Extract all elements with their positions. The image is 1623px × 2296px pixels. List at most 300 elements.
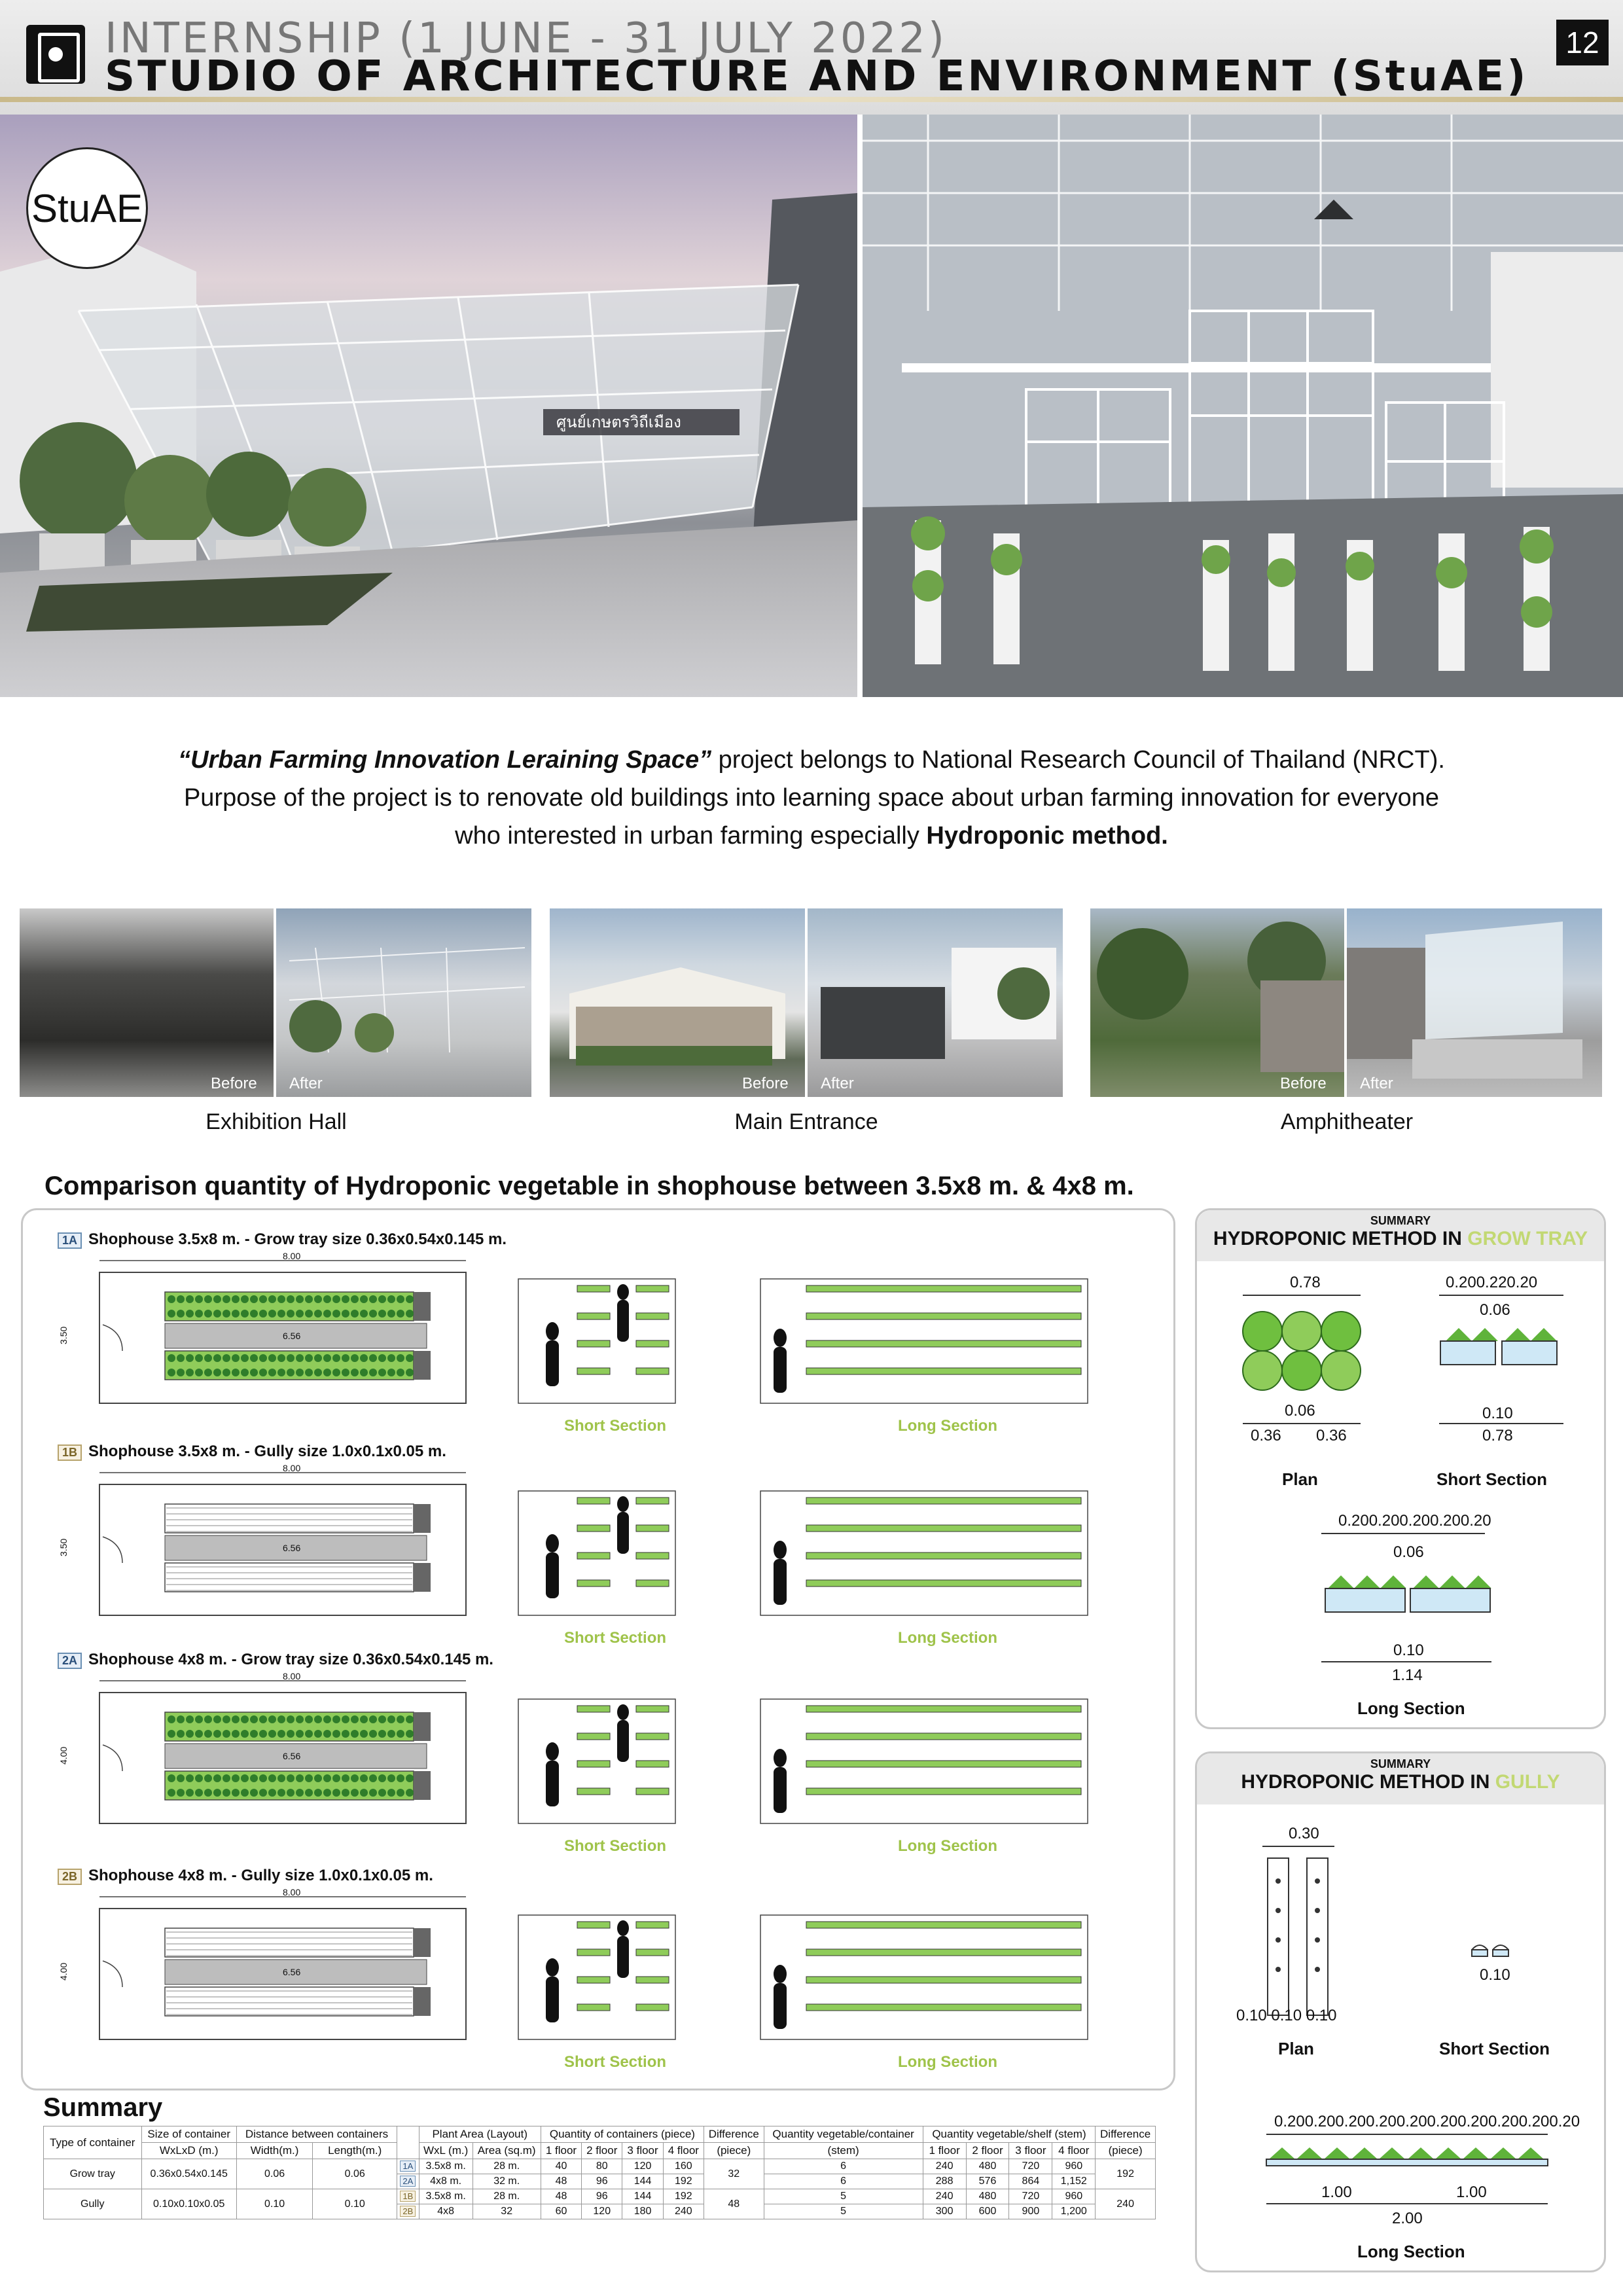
cell-code: [397, 2159, 419, 2174]
after-label: After: [1360, 1075, 1393, 1092]
plant-dot: [195, 1295, 203, 1303]
plant-dot: [268, 1774, 276, 1782]
short-shelf: [577, 1368, 610, 1374]
cell-size: 0.10x0.10x0.05: [141, 2189, 236, 2219]
cell-container-difference: 32: [704, 2159, 764, 2189]
plant-dot: [277, 1310, 285, 1318]
plant-dot: [195, 1310, 203, 1318]
plant-dot: [168, 1730, 175, 1738]
row-code-tag: 1A: [58, 1232, 82, 1249]
plant-dot: [277, 1295, 285, 1303]
plant-dot: [186, 1730, 194, 1738]
plant-dot: [397, 1354, 404, 1362]
plant-dot: [213, 1715, 221, 1723]
row-title-text: Shophouse 4x8 m. - Grow tray size 0.36x0.54x0.145 m.: [88, 1651, 493, 1668]
svg-text:Long Section: Long Section: [1357, 1698, 1465, 1718]
plant-dot: [232, 1730, 240, 1738]
plant-dot: [360, 1715, 368, 1723]
plant-dot: [378, 1730, 386, 1738]
long-section-caption: Long Section: [898, 1837, 997, 1855]
row-title: [58, 1867, 433, 1885]
person-head: [774, 1329, 787, 1347]
plant-dot: [305, 1789, 313, 1797]
short-shelf: [636, 1788, 669, 1795]
person-body: [774, 1767, 787, 1813]
plant-dot: [360, 1310, 368, 1318]
person-head: [617, 1704, 629, 1720]
studio-logo-icon: [26, 25, 85, 84]
svg-text:0.10 0.10 0.10: 0.10 0.10 0.10: [1236, 2007, 1337, 2024]
photo-entrance-after: [808, 908, 1063, 1097]
plant-dot: [369, 1295, 377, 1303]
svg-text:0.06: 0.06: [1285, 1402, 1315, 1420]
plant-dot: [168, 1354, 175, 1362]
person-body: [774, 1559, 787, 1605]
cell-code: [397, 2189, 419, 2204]
th-floor-2: 2 floor: [582, 2143, 622, 2159]
person-head: [617, 1496, 629, 1512]
grow-tray-diagram: [1197, 1210, 1604, 1727]
plant-dot: [177, 1774, 185, 1782]
plant-dot: [305, 1295, 313, 1303]
cell-containers-floor-2: 96: [582, 2189, 622, 2204]
short-section-caption: Short Section: [564, 1417, 667, 1435]
plant-dot: [351, 1789, 359, 1797]
plant-dot: [378, 1295, 386, 1303]
plant-dot: [323, 1354, 331, 1362]
short-shelf: [636, 1922, 669, 1928]
short-shelf: [636, 1285, 669, 1292]
plant-dot: [287, 1789, 294, 1797]
plant-dot: [223, 1310, 230, 1318]
short-shelf: [577, 1340, 610, 1347]
row-code-tag: 1B: [58, 1444, 82, 1461]
container-band: [165, 1987, 414, 2016]
greenhouse-sign: ศูนย์เกษตรวิถีเมือง: [556, 413, 681, 431]
plant-dot: [204, 1715, 212, 1723]
plant-dot: [204, 1369, 212, 1376]
plant-dot: [213, 1774, 221, 1782]
stuae-badge: StuAE: [26, 147, 148, 269]
svg-text:0.36: 0.36: [1316, 1427, 1347, 1444]
cell-veg-per-container: 5: [764, 2204, 923, 2219]
plant-dot: [406, 1354, 414, 1362]
plant-dot: [360, 1295, 368, 1303]
cell-shelf-floor-4: 960: [1052, 2189, 1096, 2204]
plant-dot: [305, 1310, 313, 1318]
plant-dot: [213, 1310, 221, 1318]
plant-dot: [223, 1730, 230, 1738]
cell-shelf-floor-1: 300: [923, 2204, 966, 2219]
summary-gully-panel: [1195, 1751, 1606, 2272]
plant-dot: [369, 1789, 377, 1797]
gully-diagram: [1197, 1753, 1604, 2270]
plant-dot: [305, 1369, 313, 1376]
th-width: Width(m.): [236, 2143, 312, 2159]
plant-dot: [259, 1369, 267, 1376]
table-row: [44, 2159, 1156, 2174]
th-difference-2: Difference: [1096, 2126, 1156, 2143]
plant-dot: [232, 1295, 240, 1303]
plant-dot: [342, 1730, 349, 1738]
svg-text:0.10: 0.10: [1482, 1405, 1513, 1422]
long-shelf: [806, 1498, 1081, 1504]
svg-text:Long Section: Long Section: [1357, 2242, 1465, 2261]
plant-dot: [296, 1715, 304, 1723]
plant-dot: [332, 1789, 340, 1797]
short-shelf: [577, 1706, 610, 1712]
th-difference-unit-2: (piece): [1096, 2143, 1156, 2159]
long-section-caption: Long Section: [898, 2053, 997, 2071]
long-shelf: [806, 1368, 1081, 1374]
plant-dot: [232, 1715, 240, 1723]
plant-dot: [268, 1295, 276, 1303]
cell-containers-floor-4: 192: [663, 2189, 704, 2204]
long-shelf: [806, 1580, 1081, 1587]
short-shelf: [577, 1285, 610, 1292]
cell-shelf-floor-2: 480: [966, 2159, 1009, 2174]
cell-shelf-floor-1: 288: [923, 2174, 966, 2189]
plant-dot: [332, 1369, 340, 1376]
svg-text:Short Section: Short Section: [1436, 1469, 1548, 1489]
cell-containers-floor-1: 60: [541, 2204, 581, 2219]
plant-dot: [342, 1774, 349, 1782]
plant-dot: [369, 1354, 377, 1362]
cell-veg-per-container: 6: [764, 2159, 923, 2174]
plant-dot: [397, 1789, 404, 1797]
row-title-text: Shophouse 3.5x8 m. - Gully size 1.0x0.1x0.05 m.: [88, 1443, 446, 1460]
short-shelf: [636, 1733, 669, 1740]
short-shelf: [636, 1368, 669, 1374]
long-section-caption: Long Section: [898, 1629, 997, 1647]
plant-dot: [397, 1369, 404, 1376]
plant-dot: [305, 1715, 313, 1723]
cell-area: 28 m.: [473, 2189, 541, 2204]
plant-dot: [378, 1774, 386, 1782]
plant-dot: [369, 1730, 377, 1738]
plant-dot: [177, 1310, 185, 1318]
cell-containers-floor-4: 240: [663, 2204, 704, 2219]
plant-dot: [223, 1369, 230, 1376]
th-difference-unit: (piece): [704, 2143, 764, 2159]
plant-dot: [397, 1774, 404, 1782]
plant-dot: [268, 1730, 276, 1738]
plant-dot: [342, 1295, 349, 1303]
short-section-caption: Short Section: [564, 1837, 667, 1855]
cell-containers-floor-2: 96: [582, 2174, 622, 2189]
plant-dot: [332, 1310, 340, 1318]
page-number: 12: [1556, 20, 1609, 65]
plant-dot: [186, 1310, 194, 1318]
door-swing: [103, 1745, 122, 1771]
interior-greenhouse-illustration: [863, 115, 1623, 697]
short-shelf: [577, 1552, 610, 1559]
long-shelf: [806, 2004, 1081, 2011]
person-body: [774, 1983, 787, 2029]
th-size-sub: WxLxD (m.): [141, 2143, 236, 2159]
svg-text:0.78: 0.78: [1290, 1274, 1321, 1291]
plant-dot: [168, 1789, 175, 1797]
short-shelf: [636, 1340, 669, 1347]
row-code-tag: 2B: [58, 1869, 82, 1885]
th-length: Length(m.): [313, 2143, 397, 2159]
person-body: [546, 1552, 559, 1598]
plant-dot: [369, 1369, 377, 1376]
plant-dot: [397, 1730, 404, 1738]
plant-dot: [213, 1730, 221, 1738]
plant-dot: [277, 1789, 285, 1797]
intro-hydroponic: Hydroponic method.: [926, 822, 1168, 850]
svg-text:1.00: 1.00: [1321, 2183, 1352, 2201]
svg-text:Plan: Plan: [1282, 1469, 1318, 1489]
cell-shelf-difference: 240: [1096, 2189, 1156, 2219]
plant-dot: [342, 1310, 349, 1318]
plant-dot: [314, 1295, 322, 1303]
cell-wxl: 3.5x8 m.: [419, 2189, 473, 2204]
plant-dot: [397, 1295, 404, 1303]
plant-dot: [314, 1354, 322, 1362]
row-title: [58, 1651, 493, 1669]
plant-dot: [186, 1369, 194, 1376]
plant-dot: [397, 1715, 404, 1723]
plant-dot: [168, 1774, 175, 1782]
cell-area: 28 m.: [473, 2159, 541, 2174]
short-shelf: [577, 1977, 610, 1983]
comparison-row-2a: [21, 1651, 1171, 1860]
plant-dot: [204, 1354, 212, 1362]
before-label: Before: [1280, 1075, 1327, 1092]
svg-text:0.200.200.200.200.200.200.200.: 0.200.200.200.200.200.200.200.200.200.20: [1274, 2113, 1580, 2130]
short-shelf: [577, 1949, 610, 1956]
cell-shelf-floor-4: 1,152: [1052, 2174, 1096, 2189]
cell-containers-floor-4: 192: [663, 2174, 704, 2189]
th-distance: Distance between containers: [236, 2126, 397, 2143]
comparison-row-1a: [21, 1230, 1171, 1440]
plant-dot: [323, 1715, 331, 1723]
plant-dot: [250, 1730, 258, 1738]
plant-dot: [287, 1295, 294, 1303]
th-floor-1b: 1 floor: [923, 2143, 966, 2159]
svg-text:1.14: 1.14: [1392, 1666, 1423, 1684]
plant-dot: [378, 1369, 386, 1376]
th-floor-4b: 4 floor: [1052, 2143, 1096, 2159]
plant-dot: [186, 1295, 194, 1303]
cell-containers-floor-3: 120: [622, 2159, 663, 2174]
plant-dot: [342, 1369, 349, 1376]
plant-dot: [186, 1354, 194, 1362]
cell-shelf-floor-3: 720: [1009, 2159, 1052, 2174]
plant-dot: [186, 1789, 194, 1797]
before-label: Before: [211, 1075, 257, 1092]
short-shelf: [577, 1922, 610, 1928]
plant-dot: [369, 1715, 377, 1723]
short-shelf: [577, 1733, 610, 1740]
svg-text:0.200.220.20: 0.200.220.20: [1446, 1274, 1538, 1291]
plant-dot: [387, 1715, 395, 1723]
person-body: [617, 1512, 629, 1554]
plant-dot: [351, 1310, 359, 1318]
svg-text:Plan: Plan: [1278, 2039, 1314, 2058]
tank-block: [414, 1928, 431, 1957]
short-shelf: [636, 1761, 669, 1767]
plant-dot: [342, 1715, 349, 1723]
short-shelf: [636, 1706, 669, 1712]
plant-dot: [250, 1774, 258, 1782]
plant-dot: [378, 1715, 386, 1723]
plant-dot: [168, 1715, 175, 1723]
svg-text:0.78: 0.78: [1482, 1427, 1513, 1444]
cell-shelf-floor-3: 720: [1009, 2189, 1052, 2204]
plant-dot: [186, 1774, 194, 1782]
plan-length-dim: 6.56: [283, 1543, 301, 1553]
plant-dot: [277, 1369, 285, 1376]
cell-wxl: 4x8 m.: [419, 2174, 473, 2189]
plant-dot: [406, 1369, 414, 1376]
plant-dot: [250, 1789, 258, 1797]
cell-code-tag: 2A: [400, 2176, 416, 2187]
plant-dot: [323, 1310, 331, 1318]
svg-text:0.10: 0.10: [1480, 1966, 1510, 1984]
th-qty-shelf: Quantity vegetable/shelf (stem): [923, 2126, 1096, 2143]
cell-shelf-floor-2: 600: [966, 2204, 1009, 2219]
plant-dot: [213, 1295, 221, 1303]
long-shelf: [806, 1285, 1081, 1292]
cell-veg-per-container: 5: [764, 2189, 923, 2204]
intro-line2: Purpose of the project is to renovate old buildings into learning space about urban farming innovation for everyone: [183, 784, 1440, 812]
cell-code: [397, 2174, 419, 2189]
cell-area: 32 m.: [473, 2174, 541, 2189]
summary-small-label: SUMMARY: [1370, 1214, 1431, 1227]
summary-table-body: [44, 2159, 1156, 2219]
plant-dot: [360, 1730, 368, 1738]
plant-dot: [305, 1730, 313, 1738]
plant-dot: [195, 1715, 203, 1723]
before-label: Before: [742, 1075, 789, 1092]
th-difference: Difference: [704, 2126, 764, 2143]
plant-dot: [351, 1774, 359, 1782]
plant-dot: [223, 1295, 230, 1303]
th-qty-containers: Quantity of containers (piece): [541, 2126, 704, 2143]
long-shelf: [806, 1552, 1081, 1559]
plant-dot: [177, 1369, 185, 1376]
container-band: [165, 1563, 414, 1592]
svg-text:1.00: 1.00: [1456, 2183, 1487, 2201]
person-head: [774, 1749, 787, 1767]
th-floor-3: 3 floor: [622, 2143, 663, 2159]
plant-dot: [314, 1310, 322, 1318]
th-floor-4: 4 floor: [663, 2143, 704, 2159]
row-title-text: Shophouse 3.5x8 m. - Grow tray size 0.36x0.54x0.145 m.: [88, 1230, 507, 1248]
plant-dot: [168, 1369, 175, 1376]
plant-dot: [241, 1310, 249, 1318]
row-title: [58, 1230, 507, 1249]
plant-dot: [360, 1789, 368, 1797]
plant-dot: [223, 1789, 230, 1797]
plant-dot: [387, 1369, 395, 1376]
cell-veg-per-container: 6: [764, 2174, 923, 2189]
cell-area: 32: [473, 2204, 541, 2219]
plant-dot: [241, 1774, 249, 1782]
plan-width-dim: 4.00: [58, 1962, 69, 1981]
plant-dot: [360, 1369, 368, 1376]
short-shelf: [577, 2004, 610, 2011]
plant-dot: [213, 1789, 221, 1797]
tank-block: [414, 1771, 431, 1800]
plant-dot: [195, 1369, 203, 1376]
plant-dot: [259, 1310, 267, 1318]
person-head: [546, 1534, 559, 1552]
photo-entrance-before: [550, 908, 805, 1097]
summary-table: [43, 2126, 1156, 2219]
short-section-caption: Short Section: [564, 1629, 667, 1647]
plant-dot: [287, 1354, 294, 1362]
plan-overall-dim: 8.00: [283, 1889, 301, 1897]
plant-dot: [314, 1789, 322, 1797]
plant-dot: [314, 1730, 322, 1738]
plant-dot: [406, 1310, 414, 1318]
plant-dot: [177, 1789, 185, 1797]
long-section-caption: Long Section: [898, 1417, 997, 1435]
header-title-internship: INTERNSHIP (1 JUNE - 31 JULY 2022): [105, 14, 947, 63]
plant-dot: [378, 1789, 386, 1797]
cell-containers-floor-3: 180: [622, 2204, 663, 2219]
short-shelf: [636, 1313, 669, 1319]
cell-containers-floor-3: 144: [622, 2189, 663, 2204]
plant-dot: [204, 1310, 212, 1318]
summary-gully-title: HYDROPONIC METHOD IN GULLY: [1241, 1771, 1560, 1793]
plant-dot: [268, 1715, 276, 1723]
cell-containers-floor-1: 40: [541, 2159, 581, 2174]
short-shelf: [636, 1525, 669, 1532]
plant-dot: [351, 1369, 359, 1376]
plant-dot: [223, 1774, 230, 1782]
plant-dot: [323, 1789, 331, 1797]
photo-exhibition-after: [276, 908, 531, 1097]
door-swing: [103, 1325, 122, 1351]
cell-containers-floor-4: 160: [663, 2159, 704, 2174]
svg-text:0.06: 0.06: [1480, 1301, 1510, 1319]
short-shelf: [577, 1525, 610, 1532]
cell-wxl: 3.5x8 m.: [419, 2159, 473, 2174]
row-drawing: [21, 1253, 1171, 1443]
plant-dot: [250, 1369, 258, 1376]
svg-text:0.10: 0.10: [1393, 1641, 1424, 1659]
th-floor-2b: 2 floor: [966, 2143, 1009, 2159]
long-shelf: [806, 1788, 1081, 1795]
plant-dot: [351, 1295, 359, 1303]
intro-line1: project belongs to National Research Council of Thailand (NRCT).: [711, 746, 1445, 774]
cell-shelf-floor-4: 1,200: [1052, 2204, 1096, 2219]
photo-amphitheater-before: [1090, 908, 1344, 1097]
svg-text:0.30: 0.30: [1289, 1825, 1319, 1842]
cell-shelf-floor-2: 576: [966, 2174, 1009, 2189]
plant-dot: [332, 1715, 340, 1723]
plant-dot: [406, 1789, 414, 1797]
plant-dot: [397, 1310, 404, 1318]
plant-dot: [387, 1310, 395, 1318]
person-body: [617, 1936, 629, 1978]
cell-shelf-floor-2: 480: [966, 2189, 1009, 2204]
cell-containers-floor-2: 120: [582, 2204, 622, 2219]
cell-code-tag: 1B: [400, 2191, 416, 2202]
plant-dot: [332, 1730, 340, 1738]
person-head: [774, 1965, 787, 1983]
cell-type: Gully: [44, 2189, 142, 2219]
plant-dot: [241, 1789, 249, 1797]
plant-dot: [387, 1354, 395, 1362]
plant-dot: [241, 1295, 249, 1303]
th-veg-unit: (stem): [764, 2143, 923, 2159]
